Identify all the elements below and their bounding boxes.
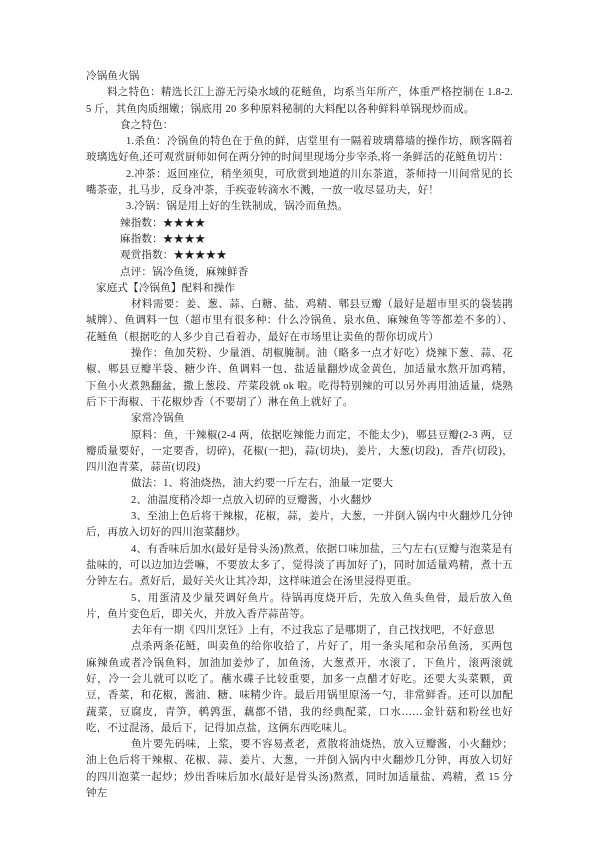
paragraph: 4、有香味后加水(最好是骨头汤)熬煮，依据口味加盐，三勺左右(豆瓣与泡菜是有盐味的，可以边加边尝嘛，不要放太多了，觉得淡了再加好了)，同时加适量鸡精，煮十五分钟左右。煮好后，最好关火让其冷却，这样味道会在汤里浸得更重。 — [86, 543, 513, 588]
paragraph: 辣指数：★★★★ — [120, 217, 206, 229]
paragraph: 3、至油上色后将干辣椒，花椒，蒜，姜片，大葱，一并倒入锅内中火翻炒几分钟后，再放入切好的四川泡菜翻炒。 — [86, 511, 513, 539]
paragraph: 操作：鱼加芡粉、少量酒、胡椒腌制。油（略多一点才好吃）烧辣下葱、蒜、花椒、郫县豆瓣半袋、糖少许、鱼调料一包、盐适量翻炒成金黄色，加适量水熬开加鸡精，下鱼小火煮熟翻盆，撒上葱段、芹菜段就 ok 啦。吃得特别辣的可以另外再用油适量，烧熟后下干海椒、干花椒炒香（不要胡了）淋在鱼上就好了。 — [86, 348, 513, 408]
paragraph: 2.冲茶：返回座位，稍坐须臾，可欣赏到地道的川东茶道，茶师持一川间常见的长嘴茶壶，扎马步，反身冲茶，手疾壶转滴水不溅，一放一收尽显功夫，好！ — [86, 168, 513, 197]
paragraph: 麻指数：★★★★ — [120, 233, 206, 245]
paragraph: 2、油温度稍冷却一点放入切碎的豆瓣酱，小火翻炒 — [131, 494, 372, 506]
paragraph: 食之特色： — [120, 119, 174, 131]
paragraph: 5、用蛋清及少量芡调好鱼片。待锅再度烧开后，先放入鱼头鱼骨，最后放入鱼片，鱼片变色后，即关火，并放入香芹蒜苗等。 — [86, 592, 513, 620]
paragraph: 去年有一期《四川烹饪》上有，不过我忘了是哪期了，自己找找吧，不好意思 — [131, 625, 495, 637]
document-body — [86, 69, 513, 802]
paragraph: 鱼片要先码味，上浆，要不容易煮老，煮散将油烧热，放入豆瓣酱，小火翻炒；油上色后将干辣椒、花椒、蒜、姜片、大葱，一并倒入锅内中火翻炒几分钟，再放入切好的四川泡菜一起炒；炒出香味后加水(最好是骨头汤)熬煮，同时加适量盐、鸡精，煮 15 分钟左 — [86, 739, 513, 800]
paragraph: 1.杀鱼：冷锅鱼的特色在于鱼的鲜，店堂里有一隔着玻璃幕墙的操作坊，顾客隔着玻璃选好鱼,还可观赏厨师如何在两分钟的时间里现场分步宰杀,将一条鲜活的花鲢鱼切片： — [86, 136, 513, 164]
paragraph: 家常冷锅鱼 — [131, 413, 185, 425]
paragraph: 材料需要：姜、葱、蒜、白糖、盐、鸡精、郫县豆瓣（最好是超市里买的袋装鹃城牌）、鱼调料一包（超市里有很多种：什么冷锅鱼、泉水鱼、麻辣鱼等等都差不多的）、花鲢鱼（根据吃的人多少自己看着办，最好在市场里让卖鱼的帮你切成片） — [86, 299, 513, 343]
paragraph: 点评：锅冷鱼烫，麻辣鲜香 — [120, 266, 249, 278]
paragraph: 3.冷锅：锅是用上好的生铁制成，锅冷而鱼热。 — [126, 201, 349, 213]
paragraph: 家庭式【冷锅鱼】配料和操作 — [96, 282, 236, 294]
paragraph: 做法：1、将油烧热，油大约要一斤左右，油量一定要大 — [131, 478, 394, 490]
paragraph: 料之特色：精选长江上游无污染水域的花鲢鱼，均系当年所产，体重严格控制在 1.8-2.5 斤，其鱼肉质细嫩；锅底用 20 多种原料秘制的大料配以各种鲜料单锅现炒而成。 — [86, 87, 513, 115]
document-title: 冷锅鱼火锅 — [86, 71, 140, 82]
paragraph: 原料：鱼，干辣椒(2-4 两，依据吃辣能力而定，不能太少)，郫县豆瓣(2-3 两，豆瓣质量要好，一定要香，切碎)，花椒(一把)，蒜(切块)，姜片，大葱(切段)，香芹(切段)，四川泡青菜，蒜苗(切段) — [86, 429, 513, 474]
paragraph: 观赏指数：★★★★★ — [120, 250, 227, 262]
paragraph: 点杀两条花鲢，叫卖鱼的给你收拾了，片好了，用一条头尾和杂吊鱼汤，买两包麻辣鱼或者冷锅鱼料，加油加姜炒了，加鱼汤，大葱煮开，水滚了，下鱼片，滚两滚就好，冷一会儿就可以吃了。蘸水碟子比较重要，加多一点醋才好吃。还要大头菜颗，黄豆，香菜，和花椒，酱油、糖、味精少许。最后用锅里原汤一勺，非常鲜香。还可以加配蔬菜，豆腐皮，青笋，鹌鹑蛋，藕都不错，我的经典配菜，口水……金针菇和粉丝也好吃，不过混汤，最后下，记得加点盐，这俩东西吃味儿。 — [86, 641, 513, 734]
